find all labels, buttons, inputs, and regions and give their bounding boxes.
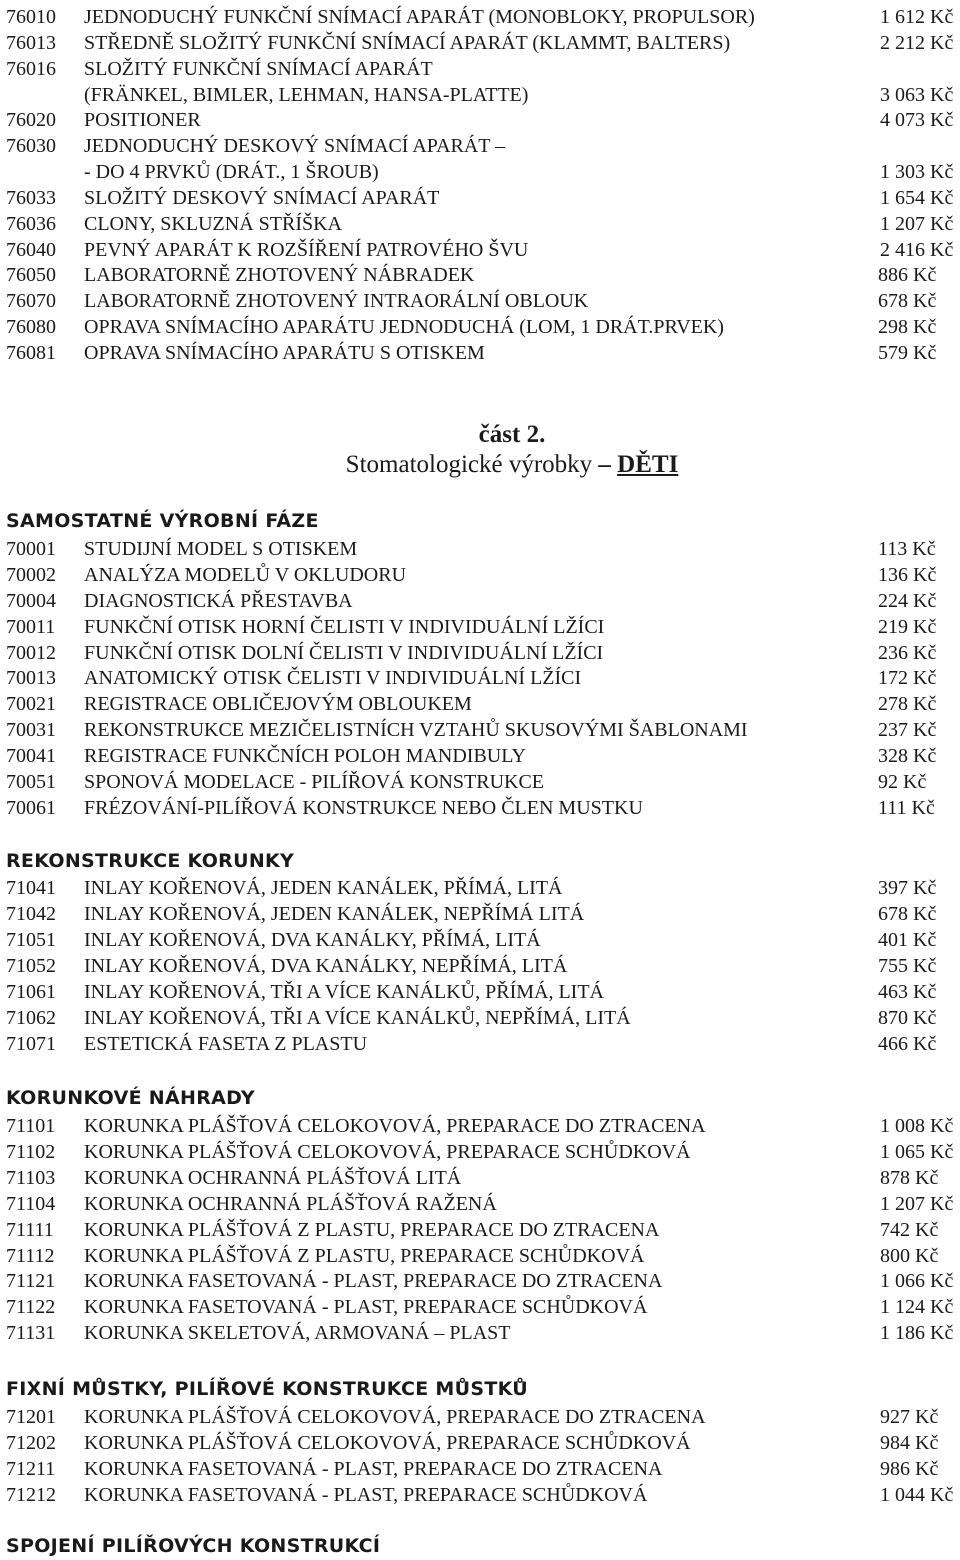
item-description: JEDNODUCHÝ FUNKČNÍ SNÍMACÍ APARÁT (MONOBLOKY, PROPULSOR) [84, 6, 755, 28]
item-code: 76016 [6, 58, 56, 80]
item-code: 71111 [6, 1219, 54, 1241]
section-row [0, 875, 960, 901]
section-row [0, 1217, 960, 1243]
item-code: 71212 [6, 1484, 56, 1506]
item-price: 1 065 Kč [880, 1141, 954, 1163]
item-code: 71103 [6, 1167, 56, 1189]
item-description: KORUNKA FASETOVANÁ - PLAST, PREPARACE SCHŮDKOVÁ [84, 1484, 648, 1506]
item-code: 76050 [6, 264, 56, 286]
section-row [0, 665, 960, 691]
section-row [0, 1113, 960, 1139]
part1-row [0, 314, 960, 340]
item-description: PEVNÝ APARÁT K ROZŠÍŘENÍ PATROVÉHO ŠVU [84, 239, 529, 261]
section-row [0, 614, 960, 640]
item-price: 1 008 Kč [880, 1115, 954, 1137]
section-row [0, 1320, 960, 1346]
item-price: 878 Kč [880, 1167, 939, 1189]
item-price: 136 Kč [878, 564, 937, 586]
item-description: KORUNKA OCHRANNÁ PLÁŠŤOVÁ RAŽENÁ [84, 1193, 497, 1215]
item-description: INLAY KOŘENOVÁ, JEDEN KANÁLEK, NEPŘÍMÁ LITÁ [84, 903, 585, 925]
item-code: 76036 [6, 213, 56, 235]
item-description: ESTETICKÁ FASETA Z PLASTU [84, 1033, 368, 1055]
part1-row [0, 211, 960, 237]
item-description: REGISTRACE FUNKČNÍCH POLOH MANDIBULY [84, 745, 526, 767]
section-row [0, 743, 960, 769]
item-code: 76020 [6, 109, 56, 131]
item-description: KORUNKA SKELETOVÁ, ARMOVANÁ – PLAST [84, 1322, 511, 1344]
item-description: KORUNKA PLÁŠŤOVÁ Z PLASTU, PREPARACE SCHŮDKOVÁ [84, 1245, 645, 1267]
section-row [0, 1165, 960, 1191]
item-code: 71121 [6, 1270, 56, 1292]
item-price: 1 207 Kč [880, 213, 954, 235]
part1-row [0, 4, 960, 30]
section-row [0, 588, 960, 614]
item-description: KORUNKA OCHRANNÁ PLÁŠŤOVÁ LITÁ [84, 1167, 462, 1189]
item-code: 71102 [6, 1141, 56, 1163]
part1-row [0, 262, 960, 288]
part1-row [0, 30, 960, 56]
item-price: 886 Kč [878, 264, 937, 286]
item-code: 70001 [6, 538, 56, 560]
item-description: FRÉZOVÁNÍ-PILÍŘOVÁ KONSTRUKCE NEBO ČLEN MUSTKU [84, 797, 643, 819]
section-row [0, 953, 960, 979]
section-row [0, 1031, 960, 1057]
item-code: 71042 [6, 903, 56, 925]
item-description: SLOŽITÝ FUNKČNÍ SNÍMACÍ APARÁT [84, 58, 433, 80]
section-row [0, 1482, 960, 1508]
item-description: REGISTRACE OBLIČEJOVÝM OBLOUKEM [84, 693, 472, 715]
part1-row [0, 288, 960, 314]
item-description: SLOŽITÝ DESKOVÝ SNÍMACÍ APARÁT [84, 187, 440, 209]
item-description: KORUNKA FASETOVANÁ - PLAST, PREPARACE DO ZTRACENA [84, 1270, 663, 1292]
item-price: 2 212 Kč [880, 32, 954, 54]
item-description: FUNKČNÍ OTISK HORNÍ ČELISTI V INDIVIDUÁLNÍ LŽÍCI [84, 616, 605, 638]
part1-row [0, 237, 960, 263]
item-code: 70061 [6, 797, 56, 819]
section-row [0, 769, 960, 795]
item-price: 4 073 Kč [880, 109, 954, 131]
subtitle-children: DĚTI [617, 451, 679, 478]
item-price: 984 Kč [880, 1432, 939, 1454]
item-code: 71041 [6, 877, 56, 899]
item-description: KORUNKA PLÁŠŤOVÁ CELOKOVOVÁ, PREPARACE SCHŮDKOVÁ [84, 1141, 691, 1163]
section-heading: KORUNKOVÉ NÁHRADY [6, 1087, 255, 1109]
section-heading: FIXNÍ MŮSTKY, PILÍŘOVÉ KONSTRUKCE MŮSTKŮ [6, 1378, 529, 1400]
item-description: KORUNKA PLÁŠŤOVÁ CELOKOVOVÁ, PREPARACE DO ZTRACENA [84, 1115, 706, 1137]
item-description: JEDNODUCHÝ DESKOVÝ SNÍMACÍ APARÁT – [84, 135, 506, 157]
item-price: 1 186 Kč [880, 1322, 954, 1344]
subtitle-prefix: Stomatologické výrobky [345, 451, 593, 478]
section-row [0, 795, 960, 821]
part1-row [0, 82, 960, 108]
item-price: 237 Kč [878, 719, 937, 741]
item-description: OPRAVA SNÍMACÍHO APARÁTU JEDNODUCHÁ (LOM, 1 DRÁT.PRVEK) [84, 316, 724, 338]
item-code: 76010 [6, 6, 56, 28]
item-code: 70002 [6, 564, 56, 586]
item-code: 71061 [6, 981, 56, 1003]
item-price: 1 124 Kč [880, 1296, 954, 1318]
item-code: 76030 [6, 135, 56, 157]
item-price: 1 612 Kč [880, 6, 954, 28]
section-row [0, 1404, 960, 1430]
item-description: ANATOMICKÝ OTISK ČELISTI V INDIVIDUÁLNÍ LŽÍCI [84, 667, 582, 689]
item-code: 70031 [6, 719, 56, 741]
section-heading: SPOJENÍ PILÍŘOVÝCH KONSTRUKCÍ [6, 1535, 381, 1557]
item-description: INLAY KOŘENOVÁ, DVA KANÁLKY, NEPŘÍMÁ, LITÁ [84, 955, 568, 977]
part-subtitle [0, 450, 960, 480]
item-description: STŘEDNĚ SLOŽITÝ FUNKČNÍ SNÍMACÍ APARÁT (KLAMMT, BALTERS) [84, 32, 731, 54]
item-code: 70013 [6, 667, 56, 689]
item-code: 76070 [6, 290, 56, 312]
item-description: CLONY, SKLUZNÁ STŘÍŠKA [84, 213, 342, 235]
part1-row [0, 133, 960, 159]
item-code: 70051 [6, 771, 56, 793]
part1-row [0, 107, 960, 133]
item-price: 397 Kč [878, 877, 937, 899]
item-code: 71101 [6, 1115, 56, 1137]
part1-row [0, 159, 960, 185]
section-row [0, 1243, 960, 1269]
item-description: ANALÝZA MODELŮ V OKLUDORU [84, 564, 407, 586]
item-description: KORUNKA PLÁŠŤOVÁ Z PLASTU, PREPARACE DO ZTRACENA [84, 1219, 660, 1241]
item-description: POSITIONER [84, 109, 201, 131]
section-row [0, 1139, 960, 1165]
item-price: 2 416 Kč [880, 239, 954, 261]
section-row [0, 562, 960, 588]
item-price: 466 Kč [878, 1033, 937, 1055]
item-description: OPRAVA SNÍMACÍHO APARÁTU S OTISKEM [84, 342, 485, 364]
item-price: 328 Kč [878, 745, 937, 767]
item-price: 742 Kč [880, 1219, 939, 1241]
item-code: 71112 [6, 1245, 55, 1267]
section-row [0, 536, 960, 562]
item-price: 219 Kč [878, 616, 937, 638]
item-description: KORUNKA FASETOVANÁ - PLAST, PREPARACE DO ZTRACENA [84, 1458, 663, 1480]
item-price: 1 207 Kč [880, 1193, 954, 1215]
part-number-text: část 2. [478, 421, 546, 448]
item-code: 71131 [6, 1322, 56, 1344]
section-row [0, 1005, 960, 1031]
item-price: 401 Kč [878, 929, 937, 951]
item-price: 172 Kč [878, 667, 937, 689]
part1-row [0, 340, 960, 366]
item-price: 579 Kč [878, 342, 937, 364]
item-code: 76080 [6, 316, 56, 338]
item-code: 71051 [6, 929, 56, 951]
section-row [0, 1430, 960, 1456]
item-description: (FRÄNKEL, BIMLER, LEHMAN, HANSA-PLATTE) [84, 84, 529, 106]
item-code: 70041 [6, 745, 56, 767]
item-code: 71211 [6, 1458, 56, 1480]
item-price: 92 Kč [878, 771, 927, 793]
item-price: 3 063 Kč [880, 84, 954, 106]
item-price: 927 Kč [880, 1406, 939, 1428]
section-row [0, 927, 960, 953]
item-code: 71202 [6, 1432, 56, 1454]
item-price: 278 Kč [878, 693, 937, 715]
item-description: KORUNKA PLÁŠŤOVÁ CELOKOVOVÁ, PREPARACE DO ZTRACENA [84, 1406, 706, 1428]
section-heading: SAMOSTATNÉ VÝROBNÍ FÁZE [6, 510, 319, 532]
item-code: 71052 [6, 955, 56, 977]
section-row [0, 979, 960, 1005]
item-price: 678 Kč [878, 290, 937, 312]
item-code: 76081 [6, 342, 56, 364]
item-description: INLAY KOŘENOVÁ, TŘI A VÍCE KANÁLKŮ, PŘÍMÁ, LITÁ [84, 981, 604, 1003]
item-price: 1 654 Kč [880, 187, 954, 209]
item-code: 71122 [6, 1296, 56, 1318]
item-price: 113 Kč [878, 538, 936, 560]
section-row [0, 901, 960, 927]
item-price: 298 Kč [878, 316, 937, 338]
item-price: 986 Kč [880, 1458, 939, 1480]
item-code: 76040 [6, 239, 56, 261]
item-code: 70021 [6, 693, 56, 715]
item-code: 71201 [6, 1406, 56, 1428]
item-price: 1 044 Kč [880, 1484, 954, 1506]
section-row [0, 1268, 960, 1294]
item-price: 224 Kč [878, 590, 937, 612]
item-description: REKONSTRUKCE MEZIČELISTNÍCH VZTAHŮ SKUSOVÝMI ŠABLONAMI [84, 719, 748, 741]
item-price: 236 Kč [878, 642, 937, 664]
part1-row [0, 185, 960, 211]
item-price: 755 Kč [878, 955, 937, 977]
part1-row [0, 56, 960, 82]
item-description: FUNKČNÍ OTISK DOLNÍ ČELISTI V INDIVIDUÁLNÍ LŽÍCI [84, 642, 604, 664]
section-row [0, 717, 960, 743]
section-row [0, 1191, 960, 1217]
item-description: KORUNKA FASETOVANÁ - PLAST, PREPARACE SCHŮDKOVÁ [84, 1296, 648, 1318]
item-code: 71062 [6, 1007, 56, 1029]
item-description: INLAY KOŘENOVÁ, DVA KANÁLKY, PŘÍMÁ, LITÁ [84, 929, 541, 951]
section-row [0, 691, 960, 717]
item-description: SPONOVÁ MODELACE - PILÍŘOVÁ KONSTRUKCE [84, 771, 545, 793]
section-row [0, 640, 960, 666]
item-description: - DO 4 PRVKŮ (DRÁT., 1 ŠROUB) [84, 161, 379, 183]
part-number-title [0, 420, 960, 450]
item-price: 111 Kč [878, 797, 935, 819]
item-code: 76033 [6, 187, 56, 209]
item-price: 463 Kč [878, 981, 937, 1003]
item-code: 70012 [6, 642, 56, 664]
item-description: INLAY KOŘENOVÁ, TŘI A VÍCE KANÁLKŮ, NEPŘÍMÁ, LITÁ [84, 1007, 631, 1029]
section-heading: REKONSTRUKCE KORUNKY [6, 850, 295, 872]
item-code: 70011 [6, 616, 56, 638]
item-price: 800 Kč [880, 1245, 939, 1267]
section-row [0, 1294, 960, 1320]
item-description: STUDIJNÍ MODEL S OTISKEM [84, 538, 358, 560]
item-description: LABORATORNĚ ZHOTOVENÝ INTRAORÁLNÍ OBLOUK [84, 290, 589, 312]
item-code: 76013 [6, 32, 56, 54]
item-description: INLAY KOŘENOVÁ, JEDEN KANÁLEK, PŘÍMÁ, LITÁ [84, 877, 563, 899]
item-price: 870 Kč [878, 1007, 937, 1029]
item-description: LABORATORNĚ ZHOTOVENÝ NÁBRADEK [84, 264, 475, 286]
subtitle-dash: – [592, 451, 618, 478]
item-code: 71071 [6, 1033, 56, 1055]
item-price: 1 303 Kč [880, 161, 954, 183]
item-description: KORUNKA PLÁŠŤOVÁ CELOKOVOVÁ, PREPARACE SCHŮDKOVÁ [84, 1432, 691, 1454]
item-code: 71104 [6, 1193, 56, 1215]
item-code: 70004 [6, 590, 56, 612]
item-price: 1 066 Kč [880, 1270, 954, 1292]
item-price: 678 Kč [878, 903, 937, 925]
section-row [0, 1456, 960, 1482]
item-description: DIAGNOSTICKÁ PŘESTAVBA [84, 590, 353, 612]
